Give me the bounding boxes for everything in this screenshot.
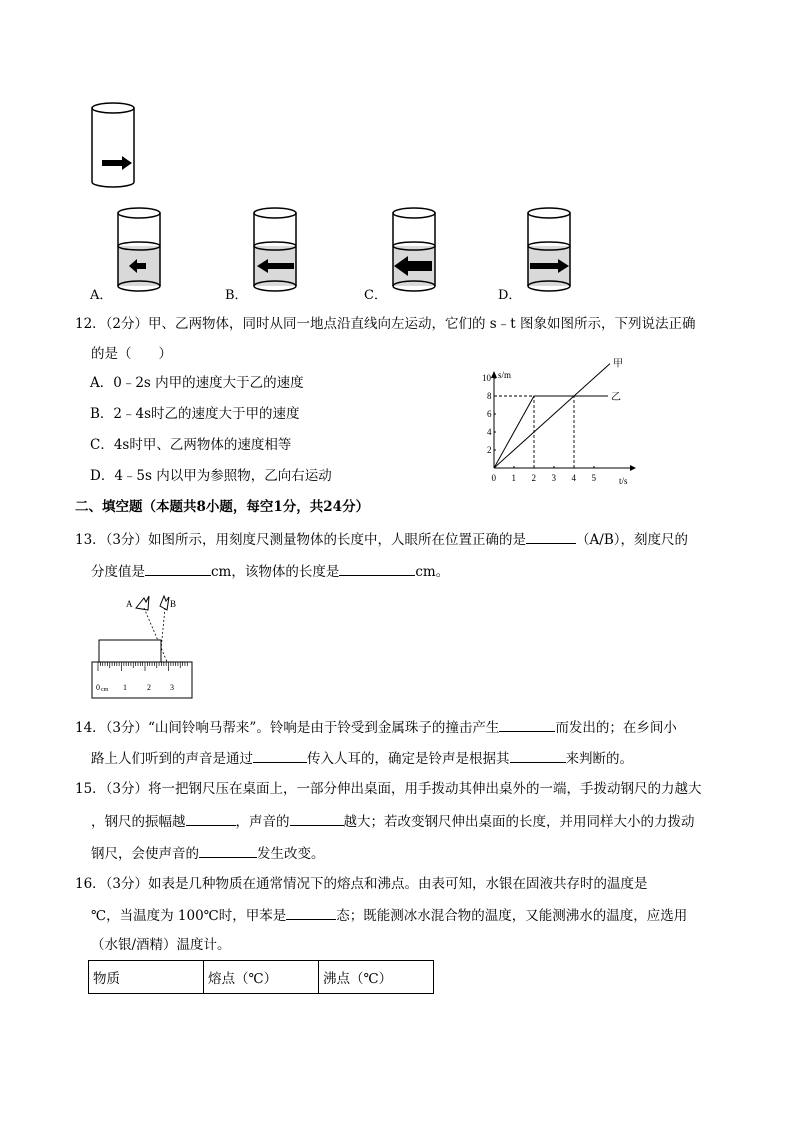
q12-option-c: C．4s时甲、乙两物体的速度相等	[90, 437, 292, 453]
x-tick-label: 3	[551, 473, 556, 483]
q14-blank-2[interactable]	[253, 748, 307, 763]
q12-stem-line1: 12．（2分）甲、乙两物体，同时从同一地点沿直线向左运动，它们的 s﹣t 图象如图所示，下列说法正确	[75, 316, 696, 332]
q15-line3	[91, 843, 325, 864]
q14-line1	[75, 717, 677, 738]
q14-line2	[91, 748, 633, 769]
q15-blank-2[interactable]	[290, 811, 344, 826]
q13-text-2: （A/B），刻度尺的	[576, 532, 688, 548]
q16-line1: 16．（3分）如表是几种物质在通常情况下的熔点和沸点。由表可知，水银在固液共存时的温度是	[75, 876, 648, 892]
ruler-number-1: 1	[123, 683, 127, 692]
q12-option-d: D．4﹣5s 内以甲为参照物，乙向右运动	[90, 468, 332, 484]
q15-blank-1[interactable]	[186, 811, 236, 826]
x-axis-arrow-icon	[630, 465, 636, 471]
x-tick-label: 0	[491, 473, 496, 483]
q13-text-3: 分度值是	[91, 564, 145, 580]
q11-option-c-label: C．	[364, 288, 387, 303]
y-tick-label: 2	[487, 445, 492, 455]
q15-text-1: ，钢尺的振幅越	[91, 814, 186, 830]
q13-blank-3[interactable]	[339, 561, 415, 576]
x-tick-label: 4	[571, 473, 576, 483]
q13-text-1: 13．（3分）如图所示，用刻度尺测量物体的长度中，人眼所在位置正确的是	[75, 532, 527, 548]
q13-line1	[75, 529, 688, 550]
section2-heading: 二、填空题（本题共8小题，每空1分，共24分）	[75, 499, 370, 515]
y-axis-label: s/m	[498, 370, 512, 380]
q13-ruler-figure	[88, 590, 198, 702]
q13-text-4: cm，该物体的长度是	[211, 564, 340, 580]
eye-a-icon	[136, 596, 149, 610]
eye-b-label: B	[170, 599, 177, 609]
q15-blank-3[interactable]	[199, 843, 257, 858]
x-axis-label: t/s	[619, 476, 628, 486]
eye-a-label: A	[126, 599, 133, 609]
q12-stem-line2: 的是（ ）	[91, 346, 172, 362]
q16-substance-table	[88, 960, 434, 994]
option-a-cylinder	[118, 208, 160, 291]
option-d-cylinder	[528, 208, 570, 291]
measured-object	[99, 640, 161, 662]
x-tick-label: 1	[511, 473, 516, 483]
series-label-yi: 乙	[611, 392, 621, 403]
q15-text-5: 发生改变。	[257, 846, 325, 862]
ruler-unit: cm	[101, 687, 109, 693]
ruler-number-2: 2	[147, 683, 151, 692]
y-tick-label: 6	[487, 409, 492, 419]
q14-blank-1[interactable]	[499, 717, 555, 732]
q11-option-d-label: D．	[498, 288, 522, 303]
x-tick-label: 5	[591, 473, 596, 483]
series-line-jia	[494, 364, 610, 468]
y-tick-label: 10	[482, 373, 491, 383]
y-tick-label: 4	[487, 427, 492, 437]
y-tick-label: 8	[487, 391, 492, 401]
ruler-number-0: 0	[96, 683, 100, 692]
q14-text-5: 来判断的。	[565, 751, 633, 767]
table-header-substance: 物质	[89, 961, 204, 994]
table-header-melting-point: 熔点（℃）	[204, 961, 319, 994]
series-label-jia: 甲	[613, 358, 623, 370]
q15-text-4: 钢尺，会使声音的	[91, 846, 199, 862]
q16-text-2: 态；既能测冰水混合物的温度，又能测沸水的温度，应选用	[336, 908, 688, 924]
q11-option-b-label: B．	[225, 288, 248, 303]
reference-cylinder	[92, 103, 134, 187]
q11-option-a-label: A．	[90, 288, 113, 303]
q13-text-5: cm。	[415, 564, 450, 580]
table-header-row	[89, 961, 434, 994]
y-axis-arrow-icon	[491, 371, 497, 378]
arrow-right-icon	[102, 156, 132, 170]
q14-blank-3[interactable]	[510, 748, 566, 763]
q14-text-4: 传入人耳的，确定是铃声是根据其	[307, 751, 510, 767]
x-tick-label: 2	[531, 473, 536, 483]
option-c-cylinder	[393, 208, 435, 291]
q12-option-a: A．0﹣2s 内甲的速度大于乙的速度	[90, 375, 304, 391]
q16-text-1: ℃，当温度为 100℃时，甲苯是	[91, 908, 287, 924]
q12-st-chart	[468, 358, 648, 490]
q13-line2	[91, 561, 449, 582]
q16-line2	[91, 905, 687, 926]
q16-blank-1[interactable]	[286, 905, 336, 920]
q11-figure	[80, 96, 600, 301]
q16-line3: （水银/酒精）温度计。	[91, 937, 231, 953]
q13-blank-1[interactable]	[526, 529, 576, 544]
q15-line1: 15．（3分）将一把钢尺压在桌面上，一部分伸出桌面，用手拨动其伸出桌外的一端，手拨动钢尺的力越大	[75, 781, 702, 797]
q13-blank-2[interactable]	[145, 561, 211, 576]
table-header-boiling-point: 沸点（℃）	[319, 961, 434, 994]
eye-b-icon	[160, 596, 169, 610]
q14-text-3: 路上人们听到的声音是通过	[91, 751, 253, 767]
q15-line2	[91, 811, 695, 832]
series-line-yi	[494, 396, 608, 468]
q12-option-b: B．2﹣4s时乙的速度大于甲的速度	[90, 406, 300, 422]
q15-text-2: ，声音的	[235, 814, 290, 830]
q14-text-2: 而发出的；在乡间小	[555, 720, 677, 736]
q14-text-1: 14．（3分）“山间铃响马帮来”。铃响是由于铃受到金属珠子的撞击产生	[75, 720, 500, 736]
q15-text-3: 越大；若改变钢尺伸出桌面的长度，并用同样大小的力拨动	[343, 814, 695, 830]
option-b-cylinder	[254, 208, 296, 291]
ruler-number-3: 3	[170, 683, 174, 692]
